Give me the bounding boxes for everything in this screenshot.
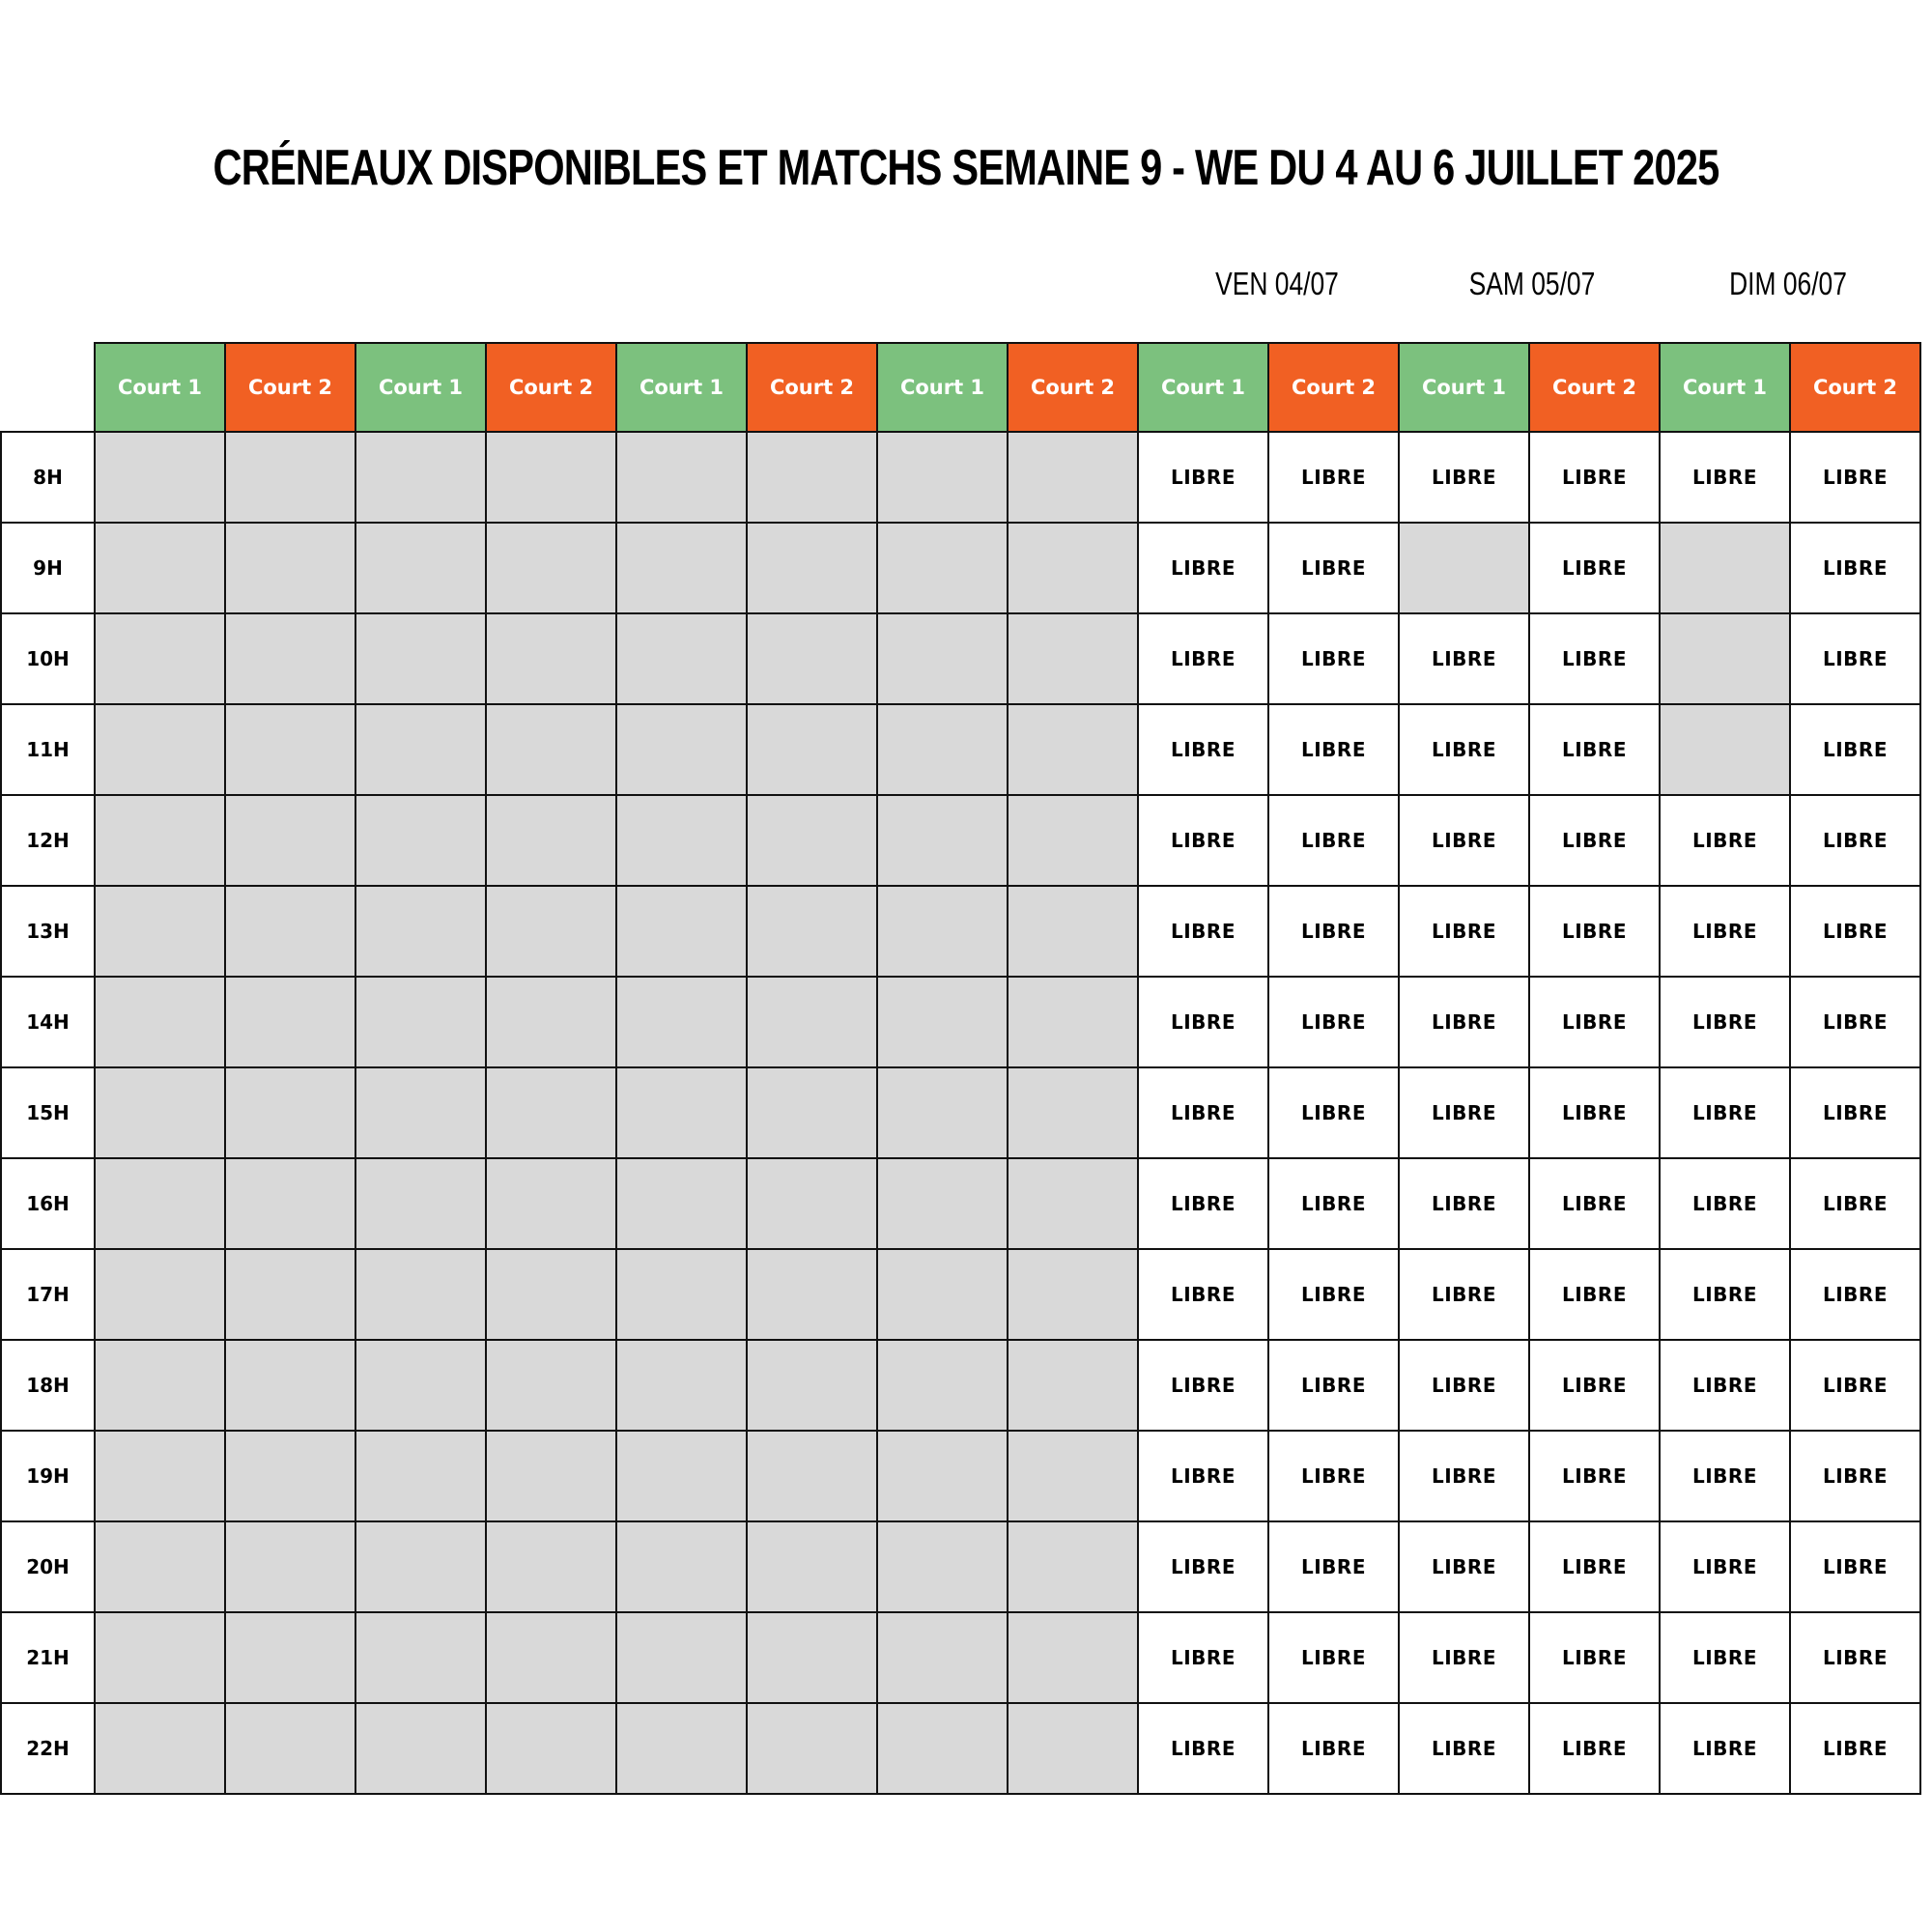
- court-header-5: Court 1: [616, 343, 747, 432]
- slot-libre: LIBRE: [1790, 1249, 1920, 1340]
- slot-libre: LIBRE: [1399, 1703, 1529, 1794]
- slot-libre: LIBRE: [1660, 1340, 1790, 1431]
- slot-unavailable: [486, 704, 616, 795]
- day-label-sunday: DIM 06/07: [1729, 266, 1847, 301]
- slot-libre: LIBRE: [1268, 886, 1399, 977]
- slot-libre: LIBRE: [1529, 523, 1660, 613]
- slot-libre: LIBRE: [1660, 1521, 1790, 1612]
- court-header-13: Court 1: [1660, 343, 1790, 432]
- slot-unavailable: [355, 523, 486, 613]
- table-row: [1, 795, 1920, 886]
- slot-unavailable: [616, 1249, 747, 1340]
- slot-unavailable: [225, 1249, 355, 1340]
- slot-unavailable: [877, 523, 1008, 613]
- slot-unavailable: [1008, 977, 1138, 1067]
- slot-libre: LIBRE: [1790, 704, 1920, 795]
- slot-libre: LIBRE: [1660, 795, 1790, 886]
- slot-unavailable: [225, 977, 355, 1067]
- slot-unavailable: [355, 886, 486, 977]
- slot-libre: LIBRE: [1399, 1067, 1529, 1158]
- slot-libre: LIBRE: [1268, 1612, 1399, 1703]
- slot-libre: LIBRE: [1399, 795, 1529, 886]
- slot-libre: LIBRE: [1399, 613, 1529, 704]
- slot-unavailable: [877, 795, 1008, 886]
- slot-unavailable: [1008, 1612, 1138, 1703]
- slot-libre: LIBRE: [1660, 1612, 1790, 1703]
- hour-label: 14H: [1, 977, 95, 1067]
- slot-unavailable: [355, 1249, 486, 1340]
- slot-unavailable: [616, 523, 747, 613]
- slot-unavailable: [747, 1158, 877, 1249]
- slot-libre: LIBRE: [1790, 1521, 1920, 1612]
- hour-label: 11H: [1, 704, 95, 795]
- slot-unavailable: [95, 1158, 225, 1249]
- slot-unavailable: [877, 1340, 1008, 1431]
- slot-unavailable: [1660, 704, 1790, 795]
- slot-libre: LIBRE: [1790, 1431, 1920, 1521]
- slot-unavailable: [747, 1249, 877, 1340]
- slot-unavailable: [486, 432, 616, 523]
- slot-unavailable: [616, 613, 747, 704]
- court-header-4: Court 2: [486, 343, 616, 432]
- slot-unavailable: [877, 1521, 1008, 1612]
- slot-unavailable: [616, 1067, 747, 1158]
- slot-unavailable: [1660, 613, 1790, 704]
- slot-unavailable: [877, 704, 1008, 795]
- slot-libre: LIBRE: [1660, 977, 1790, 1067]
- slot-unavailable: [1008, 1431, 1138, 1521]
- slot-unavailable: [1008, 1249, 1138, 1340]
- table-row: [1, 1612, 1920, 1703]
- slot-libre: LIBRE: [1529, 795, 1660, 886]
- slot-unavailable: [877, 1431, 1008, 1521]
- slot-unavailable: [616, 432, 747, 523]
- slot-unavailable: [486, 886, 616, 977]
- slot-unavailable: [95, 1521, 225, 1612]
- slot-libre: LIBRE: [1529, 704, 1660, 795]
- court-header-3: Court 1: [355, 343, 486, 432]
- slot-unavailable: [616, 1340, 747, 1431]
- table-row: [1, 1249, 1920, 1340]
- slot-libre: LIBRE: [1660, 1431, 1790, 1521]
- slot-libre: LIBRE: [1529, 1612, 1660, 1703]
- corner-cell: [1, 343, 95, 432]
- slot-unavailable: [616, 886, 747, 977]
- slot-unavailable: [877, 1612, 1008, 1703]
- slot-unavailable: [747, 523, 877, 613]
- slot-unavailable: [1008, 795, 1138, 886]
- slot-unavailable: [486, 977, 616, 1067]
- slot-libre: LIBRE: [1790, 886, 1920, 977]
- slot-libre: LIBRE: [1138, 886, 1268, 977]
- slot-libre: LIBRE: [1790, 523, 1920, 613]
- slot-libre: LIBRE: [1399, 1158, 1529, 1249]
- slot-unavailable: [616, 795, 747, 886]
- court-header-12: Court 2: [1529, 343, 1660, 432]
- slot-unavailable: [1008, 1340, 1138, 1431]
- slot-libre: LIBRE: [1268, 1340, 1399, 1431]
- slot-unavailable: [1008, 523, 1138, 613]
- slot-unavailable: [1008, 432, 1138, 523]
- court-header-10: Court 2: [1268, 343, 1399, 432]
- slot-unavailable: [747, 1612, 877, 1703]
- day-label-friday: VEN 04/07: [1215, 266, 1339, 301]
- slot-unavailable: [486, 523, 616, 613]
- slot-unavailable: [355, 1067, 486, 1158]
- slot-unavailable: [1008, 613, 1138, 704]
- slot-unavailable: [355, 977, 486, 1067]
- slot-libre: LIBRE: [1268, 523, 1399, 613]
- slot-unavailable: [225, 1340, 355, 1431]
- court-header-8: Court 2: [1008, 343, 1138, 432]
- slot-libre: LIBRE: [1268, 795, 1399, 886]
- slot-unavailable: [95, 1431, 225, 1521]
- schedule-body: [1, 432, 1920, 1794]
- hour-label: 10H: [1, 613, 95, 704]
- slot-libre: LIBRE: [1268, 1521, 1399, 1612]
- slot-unavailable: [95, 977, 225, 1067]
- slot-libre: LIBRE: [1790, 1703, 1920, 1794]
- court-header-row: [1, 343, 1920, 432]
- slot-libre: LIBRE: [1399, 704, 1529, 795]
- hour-label: 17H: [1, 1249, 95, 1340]
- slot-unavailable: [877, 1158, 1008, 1249]
- slot-libre: LIBRE: [1660, 432, 1790, 523]
- slot-libre: LIBRE: [1138, 1158, 1268, 1249]
- table-row: [1, 523, 1920, 613]
- slot-libre: LIBRE: [1529, 886, 1660, 977]
- slot-libre: LIBRE: [1790, 1340, 1920, 1431]
- slot-libre: LIBRE: [1399, 1521, 1529, 1612]
- slot-unavailable: [225, 432, 355, 523]
- slot-unavailable: [486, 1521, 616, 1612]
- slot-unavailable: [486, 613, 616, 704]
- court-header-6: Court 2: [747, 343, 877, 432]
- court-header-7: Court 1: [877, 343, 1008, 432]
- slot-unavailable: [1008, 1703, 1138, 1794]
- slot-unavailable: [225, 704, 355, 795]
- slot-unavailable: [225, 523, 355, 613]
- slot-libre: LIBRE: [1268, 977, 1399, 1067]
- slot-unavailable: [95, 704, 225, 795]
- slot-unavailable: [616, 1521, 747, 1612]
- slot-unavailable: [225, 1612, 355, 1703]
- slot-libre: LIBRE: [1268, 1249, 1399, 1340]
- slot-libre: LIBRE: [1138, 613, 1268, 704]
- table-row: [1, 886, 1920, 977]
- slot-libre: LIBRE: [1790, 613, 1920, 704]
- slot-libre: LIBRE: [1529, 1703, 1660, 1794]
- slot-unavailable: [1399, 523, 1529, 613]
- slot-libre: LIBRE: [1268, 1703, 1399, 1794]
- table-row: [1, 432, 1920, 523]
- slot-unavailable: [95, 523, 225, 613]
- slot-libre: LIBRE: [1529, 1249, 1660, 1340]
- slot-libre: LIBRE: [1529, 613, 1660, 704]
- slot-unavailable: [355, 1612, 486, 1703]
- slot-libre: LIBRE: [1660, 1067, 1790, 1158]
- slot-unavailable: [486, 795, 616, 886]
- table-row: [1, 1067, 1920, 1158]
- slot-unavailable: [747, 1431, 877, 1521]
- slot-unavailable: [1008, 1521, 1138, 1612]
- slot-libre: LIBRE: [1138, 977, 1268, 1067]
- slot-libre: LIBRE: [1399, 886, 1529, 977]
- slot-unavailable: [225, 613, 355, 704]
- slot-unavailable: [95, 1067, 225, 1158]
- slot-unavailable: [747, 1067, 877, 1158]
- slot-unavailable: [355, 432, 486, 523]
- court-header-14: Court 2: [1790, 343, 1920, 432]
- slot-libre: LIBRE: [1660, 1158, 1790, 1249]
- hour-label: 16H: [1, 1158, 95, 1249]
- slot-libre: LIBRE: [1399, 1340, 1529, 1431]
- slot-libre: LIBRE: [1660, 886, 1790, 977]
- slot-unavailable: [355, 1703, 486, 1794]
- slot-unavailable: [877, 1703, 1008, 1794]
- hour-label: 22H: [1, 1703, 95, 1794]
- slot-unavailable: [225, 1431, 355, 1521]
- slot-unavailable: [95, 613, 225, 704]
- slot-unavailable: [616, 1703, 747, 1794]
- table-row: [1, 1340, 1920, 1431]
- slot-unavailable: [1008, 886, 1138, 977]
- slot-unavailable: [95, 1340, 225, 1431]
- slot-unavailable: [747, 886, 877, 977]
- hour-label: 21H: [1, 1612, 95, 1703]
- hour-label: 13H: [1, 886, 95, 977]
- schedule-table: [0, 342, 1921, 1795]
- slot-libre: LIBRE: [1529, 1340, 1660, 1431]
- slot-unavailable: [225, 1067, 355, 1158]
- slot-libre: LIBRE: [1529, 432, 1660, 523]
- slot-libre: LIBRE: [1399, 1431, 1529, 1521]
- hour-label: 19H: [1, 1431, 95, 1521]
- slot-libre: LIBRE: [1529, 1521, 1660, 1612]
- slot-libre: LIBRE: [1268, 704, 1399, 795]
- slot-unavailable: [355, 704, 486, 795]
- slot-libre: LIBRE: [1138, 1067, 1268, 1158]
- slot-unavailable: [877, 432, 1008, 523]
- slot-libre: LIBRE: [1660, 1249, 1790, 1340]
- slot-libre: LIBRE: [1138, 1249, 1268, 1340]
- hour-label: 15H: [1, 1067, 95, 1158]
- slot-libre: LIBRE: [1138, 1612, 1268, 1703]
- slot-libre: LIBRE: [1138, 523, 1268, 613]
- slot-libre: LIBRE: [1138, 432, 1268, 523]
- table-row: [1, 704, 1920, 795]
- slot-libre: LIBRE: [1138, 1521, 1268, 1612]
- slot-libre: LIBRE: [1399, 432, 1529, 523]
- slot-unavailable: [747, 1340, 877, 1431]
- slot-libre: LIBRE: [1529, 1431, 1660, 1521]
- slot-unavailable: [95, 886, 225, 977]
- slot-libre: LIBRE: [1529, 1067, 1660, 1158]
- slot-unavailable: [355, 1158, 486, 1249]
- slot-unavailable: [1008, 704, 1138, 795]
- slot-unavailable: [355, 1431, 486, 1521]
- table-row: [1, 977, 1920, 1067]
- slot-unavailable: [486, 1158, 616, 1249]
- slot-libre: LIBRE: [1399, 977, 1529, 1067]
- day-label-saturday: SAM 05/07: [1468, 266, 1596, 301]
- slot-unavailable: [95, 432, 225, 523]
- slot-unavailable: [355, 1340, 486, 1431]
- slot-unavailable: [616, 1158, 747, 1249]
- slot-unavailable: [877, 886, 1008, 977]
- slot-libre: LIBRE: [1138, 1340, 1268, 1431]
- slot-libre: LIBRE: [1399, 1249, 1529, 1340]
- slot-libre: LIBRE: [1790, 1067, 1920, 1158]
- slot-unavailable: [486, 1067, 616, 1158]
- slot-unavailable: [355, 1521, 486, 1612]
- slot-unavailable: [877, 1067, 1008, 1158]
- slot-unavailable: [95, 1703, 225, 1794]
- hour-label: 18H: [1, 1340, 95, 1431]
- slot-unavailable: [747, 1703, 877, 1794]
- slot-libre: LIBRE: [1138, 1431, 1268, 1521]
- slot-libre: LIBRE: [1660, 1703, 1790, 1794]
- slot-unavailable: [225, 1521, 355, 1612]
- slot-libre: LIBRE: [1790, 1158, 1920, 1249]
- slot-unavailable: [747, 613, 877, 704]
- slot-libre: LIBRE: [1268, 1067, 1399, 1158]
- court-header-2: Court 2: [225, 343, 355, 432]
- slot-unavailable: [877, 613, 1008, 704]
- slot-libre: LIBRE: [1268, 613, 1399, 704]
- slot-unavailable: [225, 1158, 355, 1249]
- slot-unavailable: [616, 704, 747, 795]
- hour-label: 9H: [1, 523, 95, 613]
- slot-unavailable: [225, 886, 355, 977]
- slot-unavailable: [877, 1249, 1008, 1340]
- table-row: [1, 1703, 1920, 1794]
- slot-unavailable: [486, 1340, 616, 1431]
- table-row: [1, 613, 1920, 704]
- table-row: [1, 1431, 1920, 1521]
- slot-unavailable: [1008, 1067, 1138, 1158]
- slot-unavailable: [95, 1249, 225, 1340]
- slot-unavailable: [616, 1431, 747, 1521]
- slot-libre: LIBRE: [1790, 432, 1920, 523]
- slot-unavailable: [486, 1249, 616, 1340]
- hour-label: 20H: [1, 1521, 95, 1612]
- slot-unavailable: [95, 795, 225, 886]
- court-header-9: Court 1: [1138, 343, 1268, 432]
- slot-libre: LIBRE: [1268, 1431, 1399, 1521]
- page-title: CRÉNEAUX DISPONIBLES ET MATCHS SEMAINE 9 - WE DU 4 AU 6 JUILLET 2025: [213, 140, 1719, 196]
- slot-unavailable: [747, 795, 877, 886]
- slot-unavailable: [486, 1703, 616, 1794]
- slot-libre: LIBRE: [1399, 1612, 1529, 1703]
- table-row: [1, 1521, 1920, 1612]
- slot-unavailable: [747, 704, 877, 795]
- slot-unavailable: [355, 613, 486, 704]
- slot-libre: LIBRE: [1790, 977, 1920, 1067]
- slot-unavailable: [95, 1612, 225, 1703]
- slot-unavailable: [877, 977, 1008, 1067]
- slot-unavailable: [747, 977, 877, 1067]
- table-row: [1, 1158, 1920, 1249]
- hour-label: 8H: [1, 432, 95, 523]
- slot-unavailable: [747, 1521, 877, 1612]
- slot-libre: LIBRE: [1268, 432, 1399, 523]
- hour-label: 12H: [1, 795, 95, 886]
- slot-unavailable: [616, 1612, 747, 1703]
- slot-unavailable: [486, 1612, 616, 1703]
- court-header-1: Court 1: [95, 343, 225, 432]
- slot-unavailable: [1660, 523, 1790, 613]
- court-header-11: Court 1: [1399, 343, 1529, 432]
- slot-libre: LIBRE: [1138, 1703, 1268, 1794]
- slot-libre: LIBRE: [1529, 977, 1660, 1067]
- slot-unavailable: [486, 1431, 616, 1521]
- slot-unavailable: [747, 432, 877, 523]
- slot-libre: LIBRE: [1790, 1612, 1920, 1703]
- slot-libre: LIBRE: [1138, 795, 1268, 886]
- slot-libre: LIBRE: [1790, 795, 1920, 886]
- slot-unavailable: [616, 977, 747, 1067]
- slot-unavailable: [225, 795, 355, 886]
- slot-libre: LIBRE: [1268, 1158, 1399, 1249]
- slot-unavailable: [355, 795, 486, 886]
- slot-libre: LIBRE: [1529, 1158, 1660, 1249]
- slot-unavailable: [1008, 1158, 1138, 1249]
- slot-libre: LIBRE: [1138, 704, 1268, 795]
- slot-unavailable: [225, 1703, 355, 1794]
